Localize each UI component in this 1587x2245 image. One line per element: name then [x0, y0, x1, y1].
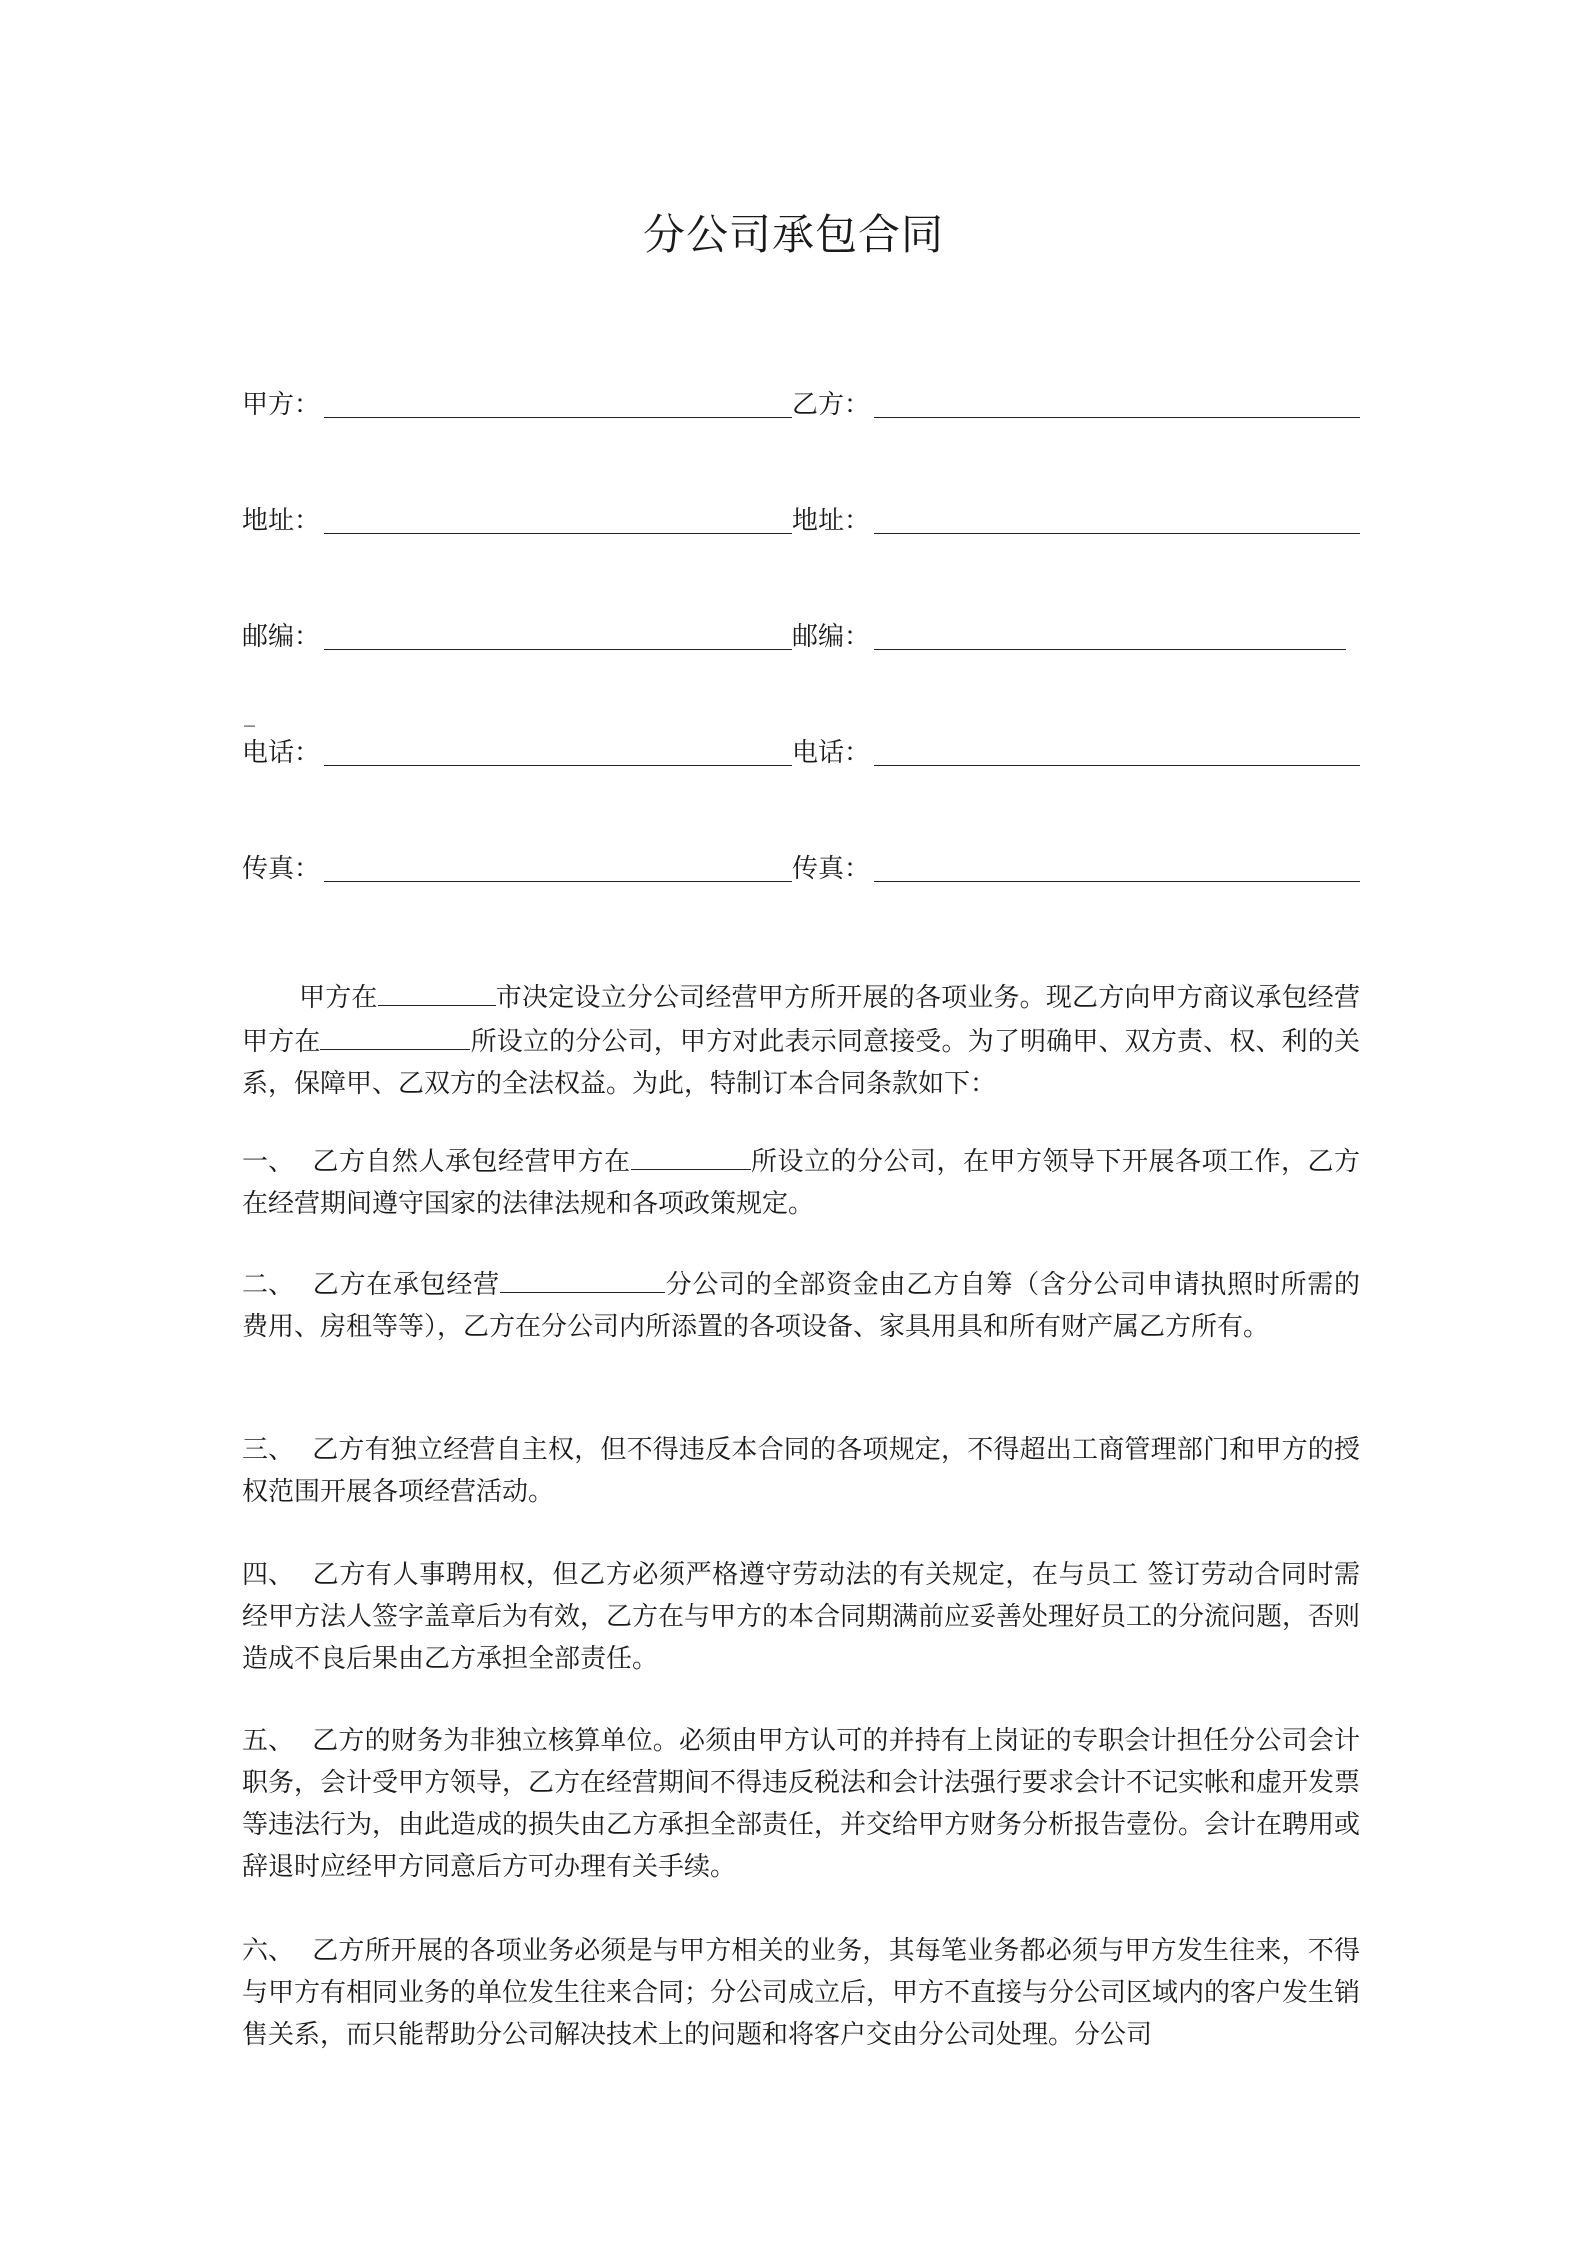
party-b-label: 乙方：	[792, 390, 871, 420]
field-row-party	[242, 380, 1360, 430]
party-b-line	[874, 417, 1360, 418]
phone-a-field[interactable]	[242, 728, 792, 778]
location-blank[interactable]	[320, 1019, 470, 1050]
clause-2-text-after: 分公司的全部资金由乙方自筹（含分公司申请执照时所需的费用、房租等等），乙方在分公司内所添置的各项设备、家具用具和所有财产属乙方所有。	[242, 1270, 1360, 1342]
phone-b-label: 电话：	[792, 738, 871, 768]
clause-2-text-before: 乙方在承包经营	[312, 1270, 500, 1300]
clause-1-text-before: 乙方自然人承包经营甲方在	[312, 1147, 631, 1177]
party-a-field[interactable]	[242, 380, 792, 430]
clause-5-number: 五、	[242, 1726, 295, 1756]
address-b-label: 地址：	[792, 506, 871, 536]
clause-5-text: 乙方的财务为非独立核算单位。必须由甲方认可的并持有上岗证的专职会计担任分公司会计职务，会计受甲方领导，乙方在经营期间不得违反税法和会计法强行要求会计不记实帐和虚开发票等违法行为，由此造成的损失由乙方承担全部责任，并交给甲方财务分析报告壹份。会计在聘用或辞退时应经甲方同意后方可办理有关手续。	[242, 1726, 1361, 1882]
field-row-fax	[242, 844, 1360, 894]
phone-b-line	[874, 765, 1360, 766]
postcode-b-label: 邮编：	[792, 622, 871, 652]
field-row-address	[242, 496, 1360, 546]
postcode-b-line	[874, 649, 1346, 650]
party-a-line	[324, 417, 792, 418]
clause-1-text-after: 所设立的分公司，在甲方领导下开展各项工作，乙方在经营期间遵守国家的法律法规和各项政策规定。	[242, 1147, 1360, 1219]
field-row-postcode	[242, 612, 1360, 662]
phone-a-line	[324, 765, 792, 766]
fax-b-label: 传真：	[792, 854, 871, 884]
fax-b-field[interactable]	[792, 844, 1360, 894]
address-a-field[interactable]	[242, 496, 792, 546]
clause-6-number: 六、	[242, 1936, 295, 1966]
fax-a-field[interactable]	[242, 844, 792, 894]
fax-a-label: 传真：	[242, 854, 321, 884]
clause-4-number: 四、	[242, 1560, 295, 1590]
clause-2-blank[interactable]	[500, 1262, 665, 1293]
stray-underscore: _	[244, 702, 255, 727]
intro-text-1: 甲方在	[299, 983, 378, 1013]
address-b-field[interactable]	[792, 496, 1360, 546]
clause-6	[242, 1930, 1360, 2056]
clause-6-text: 乙方所开展的各项业务必须是与甲方相关的业务，其每笔业务都必须与甲方发生往来，不得与甲方有相同业务的单位发生往来合同；分公司成立后，甲方不直接与分公司区域内的客户发生销售关系，而只能帮助分公司解决技术上的问题和将客户交由分公司处理。分公司	[242, 1936, 1361, 2050]
clause-3	[242, 1429, 1360, 1513]
field-row-phone	[242, 728, 1360, 778]
address-a-line	[324, 533, 792, 534]
party-b-field[interactable]	[792, 380, 1360, 430]
clause-4	[242, 1554, 1360, 1680]
intro-text-3: 所设立的分公司，甲方对此表示同意接受。为了明确甲、双方责、权、利的关系，保障甲、乙双方的全法权益。为此，特制订本合同条款如下：	[242, 1027, 1360, 1099]
clause-2	[242, 1262, 1360, 1348]
clause-3-number: 三、	[242, 1435, 295, 1465]
postcode-a-line	[324, 649, 792, 650]
postcode-b-field[interactable]	[792, 612, 1346, 662]
clause-2-number: 二、	[242, 1270, 295, 1300]
postcode-a-label: 邮编：	[242, 622, 321, 652]
clause-1-number: 一、	[242, 1147, 295, 1177]
address-b-line	[874, 533, 1360, 534]
fax-a-line	[324, 881, 792, 882]
party-a-label: 甲方：	[242, 390, 321, 420]
address-a-label: 地址：	[242, 506, 321, 536]
postcode-a-field[interactable]	[242, 612, 792, 662]
city-blank[interactable]	[378, 975, 496, 1006]
clause-5	[242, 1720, 1360, 1888]
clause-3-text: 乙方有独立经营自主权，但不得违反本合同的各项规定，不得超出工商管理部门和甲方的授权范围开展各项经营活动。	[242, 1435, 1360, 1507]
intro-paragraph	[242, 975, 1360, 1105]
clause-4-text: 乙方有人事聘用权，但乙方必须严格遵守劳动法的有关规定，在与员工 签订劳动合同时需经甲方法人签字盖章后为有效，乙方在与甲方的本合同期满前应妥善处理好员工的分流问题，否则造成不良后果由乙方承担全部责任。	[242, 1560, 1361, 1674]
clause-1	[242, 1139, 1360, 1225]
fax-b-line	[874, 881, 1360, 882]
phone-b-field[interactable]	[792, 728, 1360, 778]
clause-1-blank[interactable]	[631, 1139, 751, 1170]
phone-a-label: 电话：	[242, 738, 321, 768]
document-title: 分公司承包合同	[642, 210, 944, 259]
intro-text-2: 市决定设立分公司经营甲方所开展的各项业务。现乙方向甲方商议承包经营甲方在	[242, 983, 1360, 1057]
